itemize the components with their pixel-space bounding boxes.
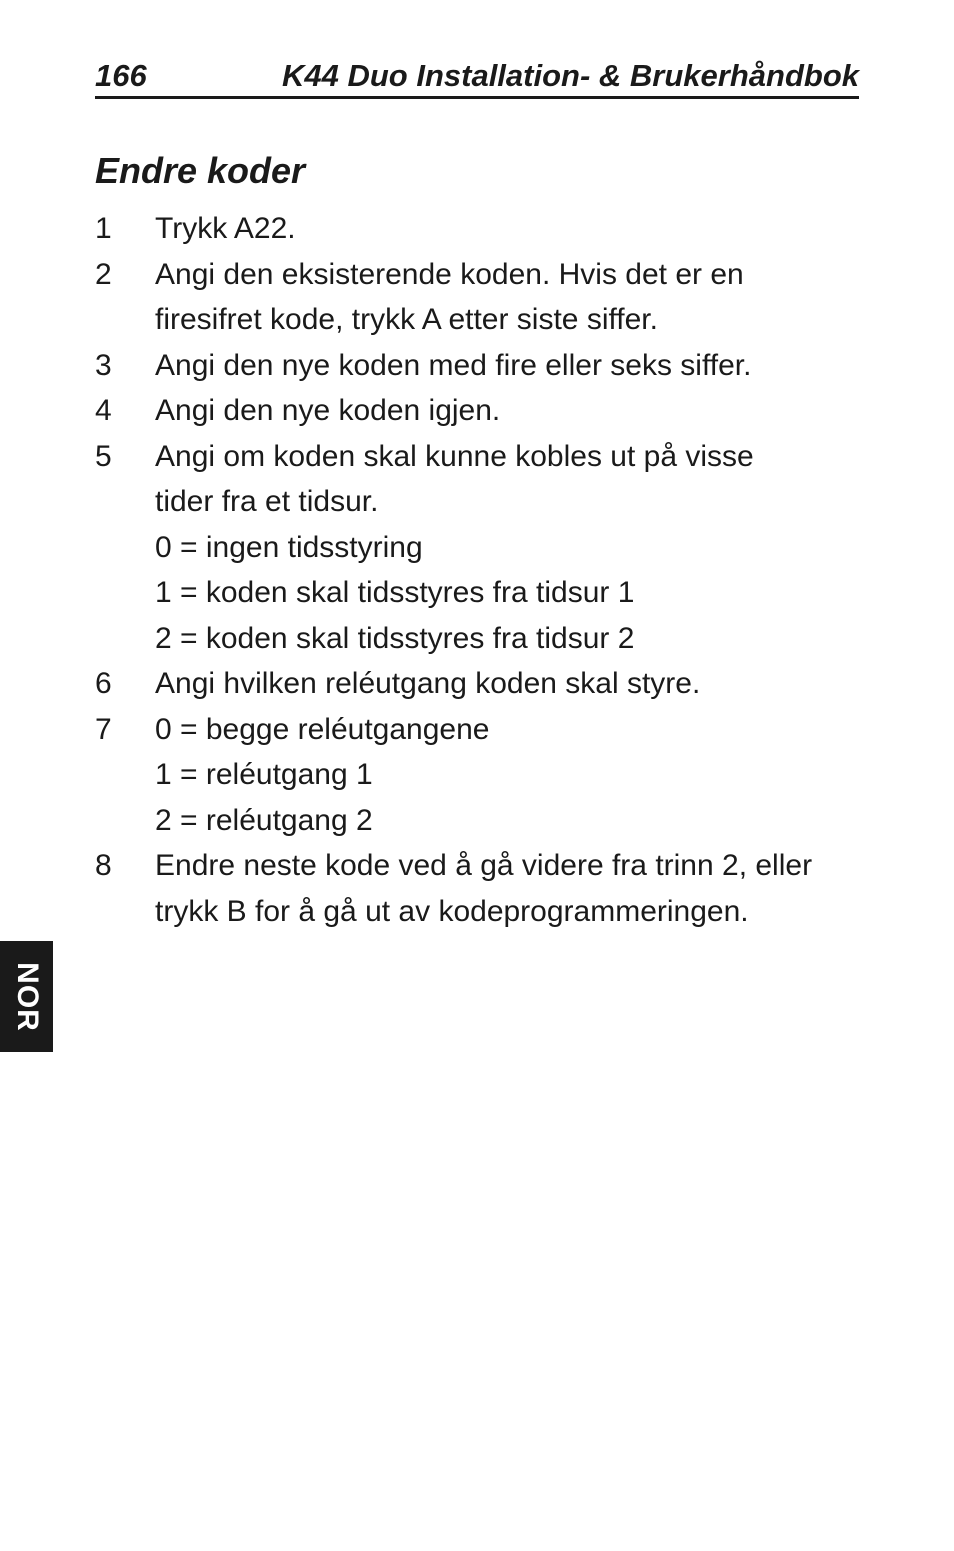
book-title: K44 Duo Installation- & Brukerhåndbok — [281, 58, 859, 93]
step-item — [95, 661, 875, 707]
step-text: firesifret kode, trykk A etter siste siffer. — [155, 303, 658, 336]
step-option: 1 = koden skal tidsstyres fra tidsur 1 — [155, 576, 635, 609]
step-number: 5 — [95, 439, 112, 473]
step-item — [95, 388, 875, 434]
steps-list — [95, 206, 875, 934]
step-text: Angi den nye koden igjen. — [155, 394, 501, 427]
page-number: 166 — [95, 58, 147, 93]
step-item — [95, 843, 875, 934]
step-option: 2 = reléutgang 2 — [155, 803, 373, 837]
step-item — [95, 707, 875, 844]
step-text: tider fra et tidsur. — [155, 485, 379, 518]
step-number: 3 — [95, 348, 112, 382]
step-number: 7 — [95, 712, 112, 746]
step-number: 2 — [95, 257, 112, 291]
step-text: Angi hvilken reléutgang koden skal styre. — [155, 667, 701, 700]
page-header — [95, 56, 859, 99]
step-text: Endre neste kode ved å gå videre fra trinn 2, eller — [155, 849, 813, 882]
language-tab-label: NOR — [10, 961, 44, 1032]
step-option: 0 = ingen tidsstyring — [155, 530, 423, 564]
language-tab — [0, 941, 53, 1052]
step-item — [95, 343, 875, 389]
step-number: 8 — [95, 849, 112, 882]
step-text: Angi den eksisterende koden. Hvis det er en — [155, 257, 744, 291]
step-item — [95, 252, 875, 343]
step-text: Angi om koden skal kunne kobles ut på visse — [155, 439, 754, 473]
step-item — [95, 434, 875, 662]
step-option: 0 = begge reléutgangene — [155, 712, 490, 746]
step-text: Angi den nye koden med fire eller seks siffer. — [155, 348, 752, 382]
step-option: 1 = reléutgang 1 — [155, 758, 373, 791]
section-title: Endre koder — [95, 150, 306, 191]
step-item — [95, 206, 875, 252]
step-number: 4 — [95, 394, 112, 427]
step-text: trykk B for å gå ut av kodeprogrammeringen. — [155, 894, 749, 928]
step-number: 1 — [95, 212, 112, 245]
step-option: 2 = koden skal tidsstyres fra tidsur 2 — [155, 621, 635, 655]
step-text: Trykk A22. — [155, 212, 296, 245]
step-number: 6 — [95, 667, 112, 700]
